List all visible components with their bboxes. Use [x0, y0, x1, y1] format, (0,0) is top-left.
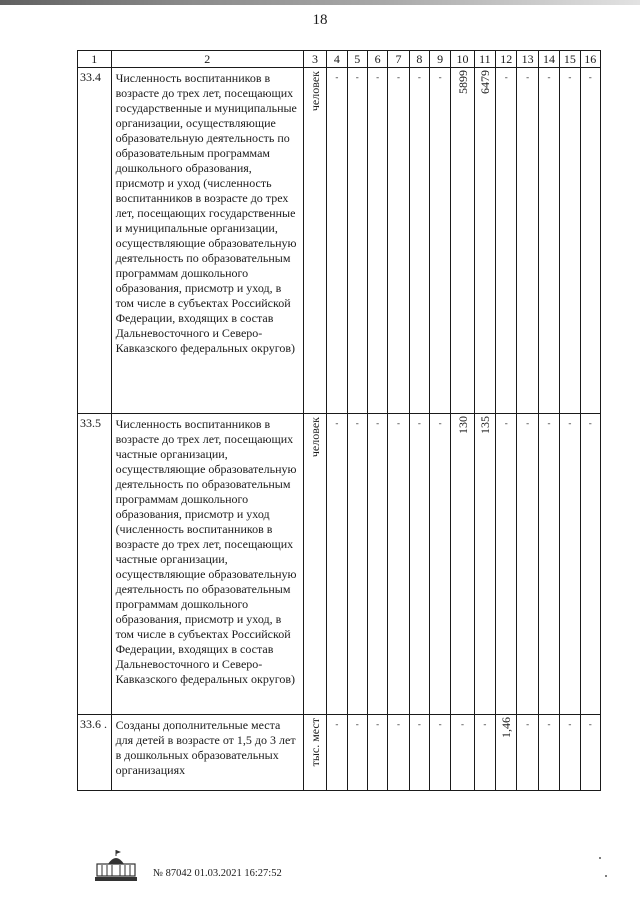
value-cell: -	[335, 72, 339, 82]
page-number: 18	[312, 12, 328, 28]
unit-label: человек	[308, 417, 323, 458]
government-building-icon	[93, 848, 139, 884]
row-description: Созданы дополнительные места для детей в возрасте от 1,5 до 3 лет в дошкольных образовательных организациях	[111, 715, 303, 791]
value-cell: -	[396, 719, 400, 729]
value-cell: -	[376, 719, 380, 729]
value-cell: -	[504, 418, 508, 428]
value-cell: -	[526, 72, 530, 82]
document-footer	[93, 848, 413, 888]
header-cell: 12	[496, 51, 517, 68]
header-cell: 9	[429, 51, 450, 68]
header-cell: 14	[538, 51, 559, 68]
value-cell: -	[547, 719, 551, 729]
value-cell: -	[335, 418, 339, 428]
row-number: 33.6 .	[78, 715, 112, 791]
value-cell: 135	[477, 416, 492, 434]
value-cell: -	[568, 418, 572, 428]
value-cell: -	[396, 418, 400, 428]
value-cell: 130	[455, 416, 470, 434]
scan-artifact	[599, 857, 601, 859]
unit-cell	[303, 414, 326, 715]
row-description: Численность воспитанников в возрасте до трех лет, посещающих государственные и муниципальные организации, осуществляющие образовательную деятельность по образовательным программам дошкольного образования, присмотр и уход (численность воспитанников в возрасте до трех лет, посещающих государственные и муниципальные организации, осуществляющие образовательную деятельность по образовательным программам дошкольного образования, присмотр и уход, в том числе в субъектах Российской Федерации, входящих в состав Дальневосточного и Северо-Кавказского федеральных округов)	[111, 68, 303, 414]
unit-label: тыс. мест	[308, 718, 323, 767]
value-cell: -	[438, 719, 442, 729]
unit-cell	[303, 715, 326, 791]
header-row	[78, 51, 601, 68]
header-cell: 11	[474, 51, 495, 68]
value-cell: -	[568, 719, 572, 729]
table-row	[78, 414, 601, 715]
header-cell: 5	[347, 51, 367, 68]
header-cell: 3	[303, 51, 326, 68]
value-cell: -	[588, 719, 592, 729]
header-cell: 2	[111, 51, 303, 68]
table-row	[78, 715, 601, 791]
value-cell: 5899	[455, 70, 470, 94]
header-cell: 8	[409, 51, 429, 68]
unit-cell	[303, 68, 326, 414]
value-cell: -	[438, 418, 442, 428]
header-cell: 10	[451, 51, 474, 68]
value-cell: -	[355, 719, 359, 729]
value-cell: -	[355, 72, 359, 82]
header-cell: 15	[560, 51, 580, 68]
value-cell: -	[588, 418, 592, 428]
value-cell: 1,46	[499, 717, 514, 738]
row-number: 33.4	[78, 68, 112, 414]
header-cell: 13	[517, 51, 538, 68]
row-number: 33.5	[78, 414, 112, 715]
table-row	[78, 68, 601, 414]
header-cell: 1	[78, 51, 112, 68]
value-cell: 6479	[477, 70, 492, 94]
scan-top-edge	[0, 0, 640, 5]
value-cell: -	[588, 72, 592, 82]
row-description: Численность воспитанников в возрасте до трех лет, посещающих частные организации, осуществляющие образовательную деятельность по образовательным программам дошкольного образования, присмотр и уход (численность воспитанников в возрасте до трех лет, посещающих частные организации, осуществляющие образовательную деятельность по образовательным программам дошкольного образования, присмотр и уход, в том числе в субъектах Российской Федерации, входящих в состав Дальневосточного и Северо-Кавказского федеральных округов)	[111, 414, 303, 715]
value-cell: -	[335, 719, 339, 729]
value-cell: -	[376, 72, 380, 82]
value-cell: -	[396, 72, 400, 82]
document-registration-mark: № 87042 01.03.2021 16:27:52	[153, 868, 282, 879]
value-cell: -	[438, 72, 442, 82]
value-cell: -	[355, 418, 359, 428]
value-cell: -	[504, 72, 508, 82]
value-cell: -	[547, 418, 551, 428]
indicator-table	[77, 50, 601, 791]
header-cell: 7	[388, 51, 409, 68]
value-cell: -	[417, 418, 421, 428]
value-cell: -	[547, 72, 551, 82]
value-cell: -	[526, 719, 530, 729]
value-cell: -	[568, 72, 572, 82]
value-cell: -	[417, 72, 421, 82]
scan-artifact	[605, 875, 607, 877]
value-cell: -	[376, 418, 380, 428]
value-cell: -	[483, 719, 487, 729]
value-cell: -	[461, 719, 465, 729]
header-cell: 4	[327, 51, 347, 68]
value-cell: -	[526, 418, 530, 428]
unit-label: человек	[308, 71, 323, 112]
header-cell: 6	[367, 51, 387, 68]
value-cell: -	[417, 719, 421, 729]
header-cell: 16	[580, 51, 600, 68]
